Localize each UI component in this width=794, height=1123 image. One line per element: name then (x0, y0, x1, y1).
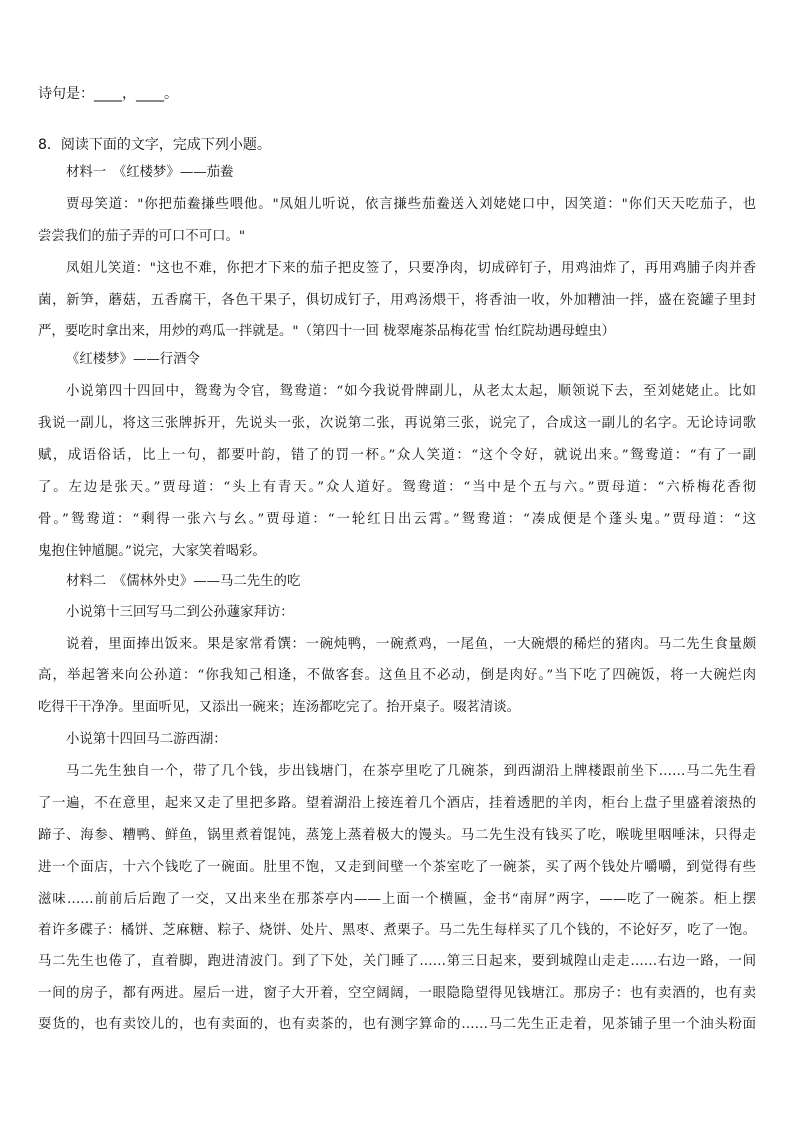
material-2-para-2-line: 马二先生独自一个，带了几个钱，步出钱塘门，在茶亭里吃了几碗茶，到西湖沿上牌楼跟前坐下……马二先生看 (66, 764, 756, 779)
material-1-para-3-line: 我说一副儿，将这三张牌拆开，先说头一张，次说第二张，再说第三张，说完了，合成这一副儿的名字。无论诗词歌 (38, 416, 756, 431)
material-2-para-2-line: 了一遍，不在意里，起来又走了里把多路。望着湖沿上接连着几个酒店，挂着透肥的羊肉，柜台上盘子里盛着滚热的 (38, 796, 756, 811)
material-1-para-2-line: 严，要吃时拿出来，用炒的鸡瓜一拌就是。"（第四十一回 栊翠庵茶品梅花雪 怡红院劫遇母蝗虫） (38, 324, 616, 339)
material-2-para-2-line: 耍货的，也有卖饺儿的，也有卖面的，也有卖茶的，也有测字算命的……马二先生正走着，见茶铺子里一个油头粉面 (38, 1017, 756, 1032)
material-1-subtitle: 《红楼梦》——行酒令 (66, 352, 200, 367)
material-2-para-1-line: 吃得干干净净。里面听见，又添出一碗来；连汤都吃完了。抬开桌子。啜茗清谈。 (38, 700, 521, 715)
material-2-para-2-line: 滋味……前前后后跑了一交，又出来坐在那茶亭内——上面一个横匾，金书“南屏”两字，——吃了一碗茶。柜上摆 (38, 892, 756, 907)
material-2-para-2-line: 马二先生也倦了，直着脚，跑进清波门。到了下处，关门睡了……第三日起来，要到城隍山走走……右边一路，一间 (38, 954, 756, 969)
material-2-title: 材料二 《儒林外史》——马二先生的吃 (66, 574, 301, 589)
material-1-para-2-line: 菌，新笋，蘑菇，五香腐干，各色干果子，俱切成钉子，用鸡汤煨干，将香油一收，外加糟油一拌，盛在瓷罐子里封 (38, 293, 756, 308)
material-1-para-3-line: 鬼抱住钟馗腿。”说完，大家笑着喝彩。 (38, 544, 266, 559)
material-1-para-3-line: 小说第四十四回中，鸳鸯为令官，鸳鸯道：“如今我说骨牌副儿，从老太太起，顺领说下去，至刘姥姥止。比如 (66, 384, 756, 399)
material-1-para-3-line: 骨。”鸳鸯道：“剩得一张六与幺。”贾母道：“一轮红日出云霄。”鸳鸯道：“凑成便是个蓬头鬼。”贾母道：“这 (38, 512, 756, 527)
previous-question-answer-line: 诗句是：____，____。 (38, 86, 178, 102)
material-2-para-1-line: 高，举起箸来向公孙道：“你我知己相逢，不做客套。这鱼且不必动，倒是肉好。”当下吃了四碗饭，将一大碗烂肉 (38, 668, 756, 683)
material-2-para-2-line: 着许多碟子：橘饼、芝麻糖、粽子、烧饼、处片、黑枣、煮栗子。马二先生每样买了几个钱的，不论好歹，吃了一饱。 (38, 923, 756, 938)
material-2-subtitle-1: 小说第十三回写马二到公孙蘧家拜访： (66, 605, 294, 620)
material-1-para-3-line: 了。左边是张天。”贾母道：“头上有青天。”众人道好。鸳鸯道：“当中是个五与六。”贾母道：“六桥梅花香彻 (38, 480, 756, 495)
material-1-title: 材料一 《红楼梦》——茄鲞 (66, 165, 234, 180)
material-2-subtitle-2: 小说第十四回马二游西湖： (66, 732, 227, 747)
material-2-para-2-line: 一间的房子，都有两进。屋后一进，窗子大开着，空空阔阔，一眼隐隐望得见钱塘江。那房子：也有卖酒的，也有卖 (38, 986, 756, 1001)
material-1-para-1-line: 尝尝我们的茄子弄的可口不可口。" (38, 229, 246, 244)
material-2-para-2-line: 蹄子、海参、糟鸭、鲜鱼，锅里煮着馄饨，蒸笼上蒸着极大的馒头。马二先生没有钱买了吃，喉咙里咽唾沫，只得走 (38, 828, 756, 843)
material-2-para-2-line: 进一个面店，十六个钱吃了一碗面。肚里不饱，又走到间壁一个茶室吃了一碗茶，买了两个钱处片嚼嚼，到觉得有些 (38, 860, 756, 875)
material-1-para-2-line: 凤姐儿笑道："这也不难，你把才下来的茄子把皮签了，只要净肉，切成碎钉子，用鸡油炸了，再用鸡脯子肉并香 (66, 261, 756, 276)
material-1-para-3-line: 赋，成语俗话，比上一句，都要叶韵，错了的罚一杯。”众人笑道：“这个令好，就说出来。”鸳鸯道：“有了一副 (38, 448, 756, 463)
question-8-header: 8．阅读下面的文字，完成下列小题。 (38, 137, 271, 153)
material-1-para-1-line: 贾母笑道："你把茄鲞搛些喂他。"凤姐儿听说，依言搛些茄鲞送入刘姥姥口中，因笑道："你们天天吃茄子，也 (66, 197, 756, 212)
material-2-para-1-line: 说着，里面捧出饭来。果是家常肴馔：一碗炖鸭，一碗煮鸡，一尾鱼，一大碗煨的稀烂的猪肉。马二先生食量颇 (66, 637, 756, 652)
